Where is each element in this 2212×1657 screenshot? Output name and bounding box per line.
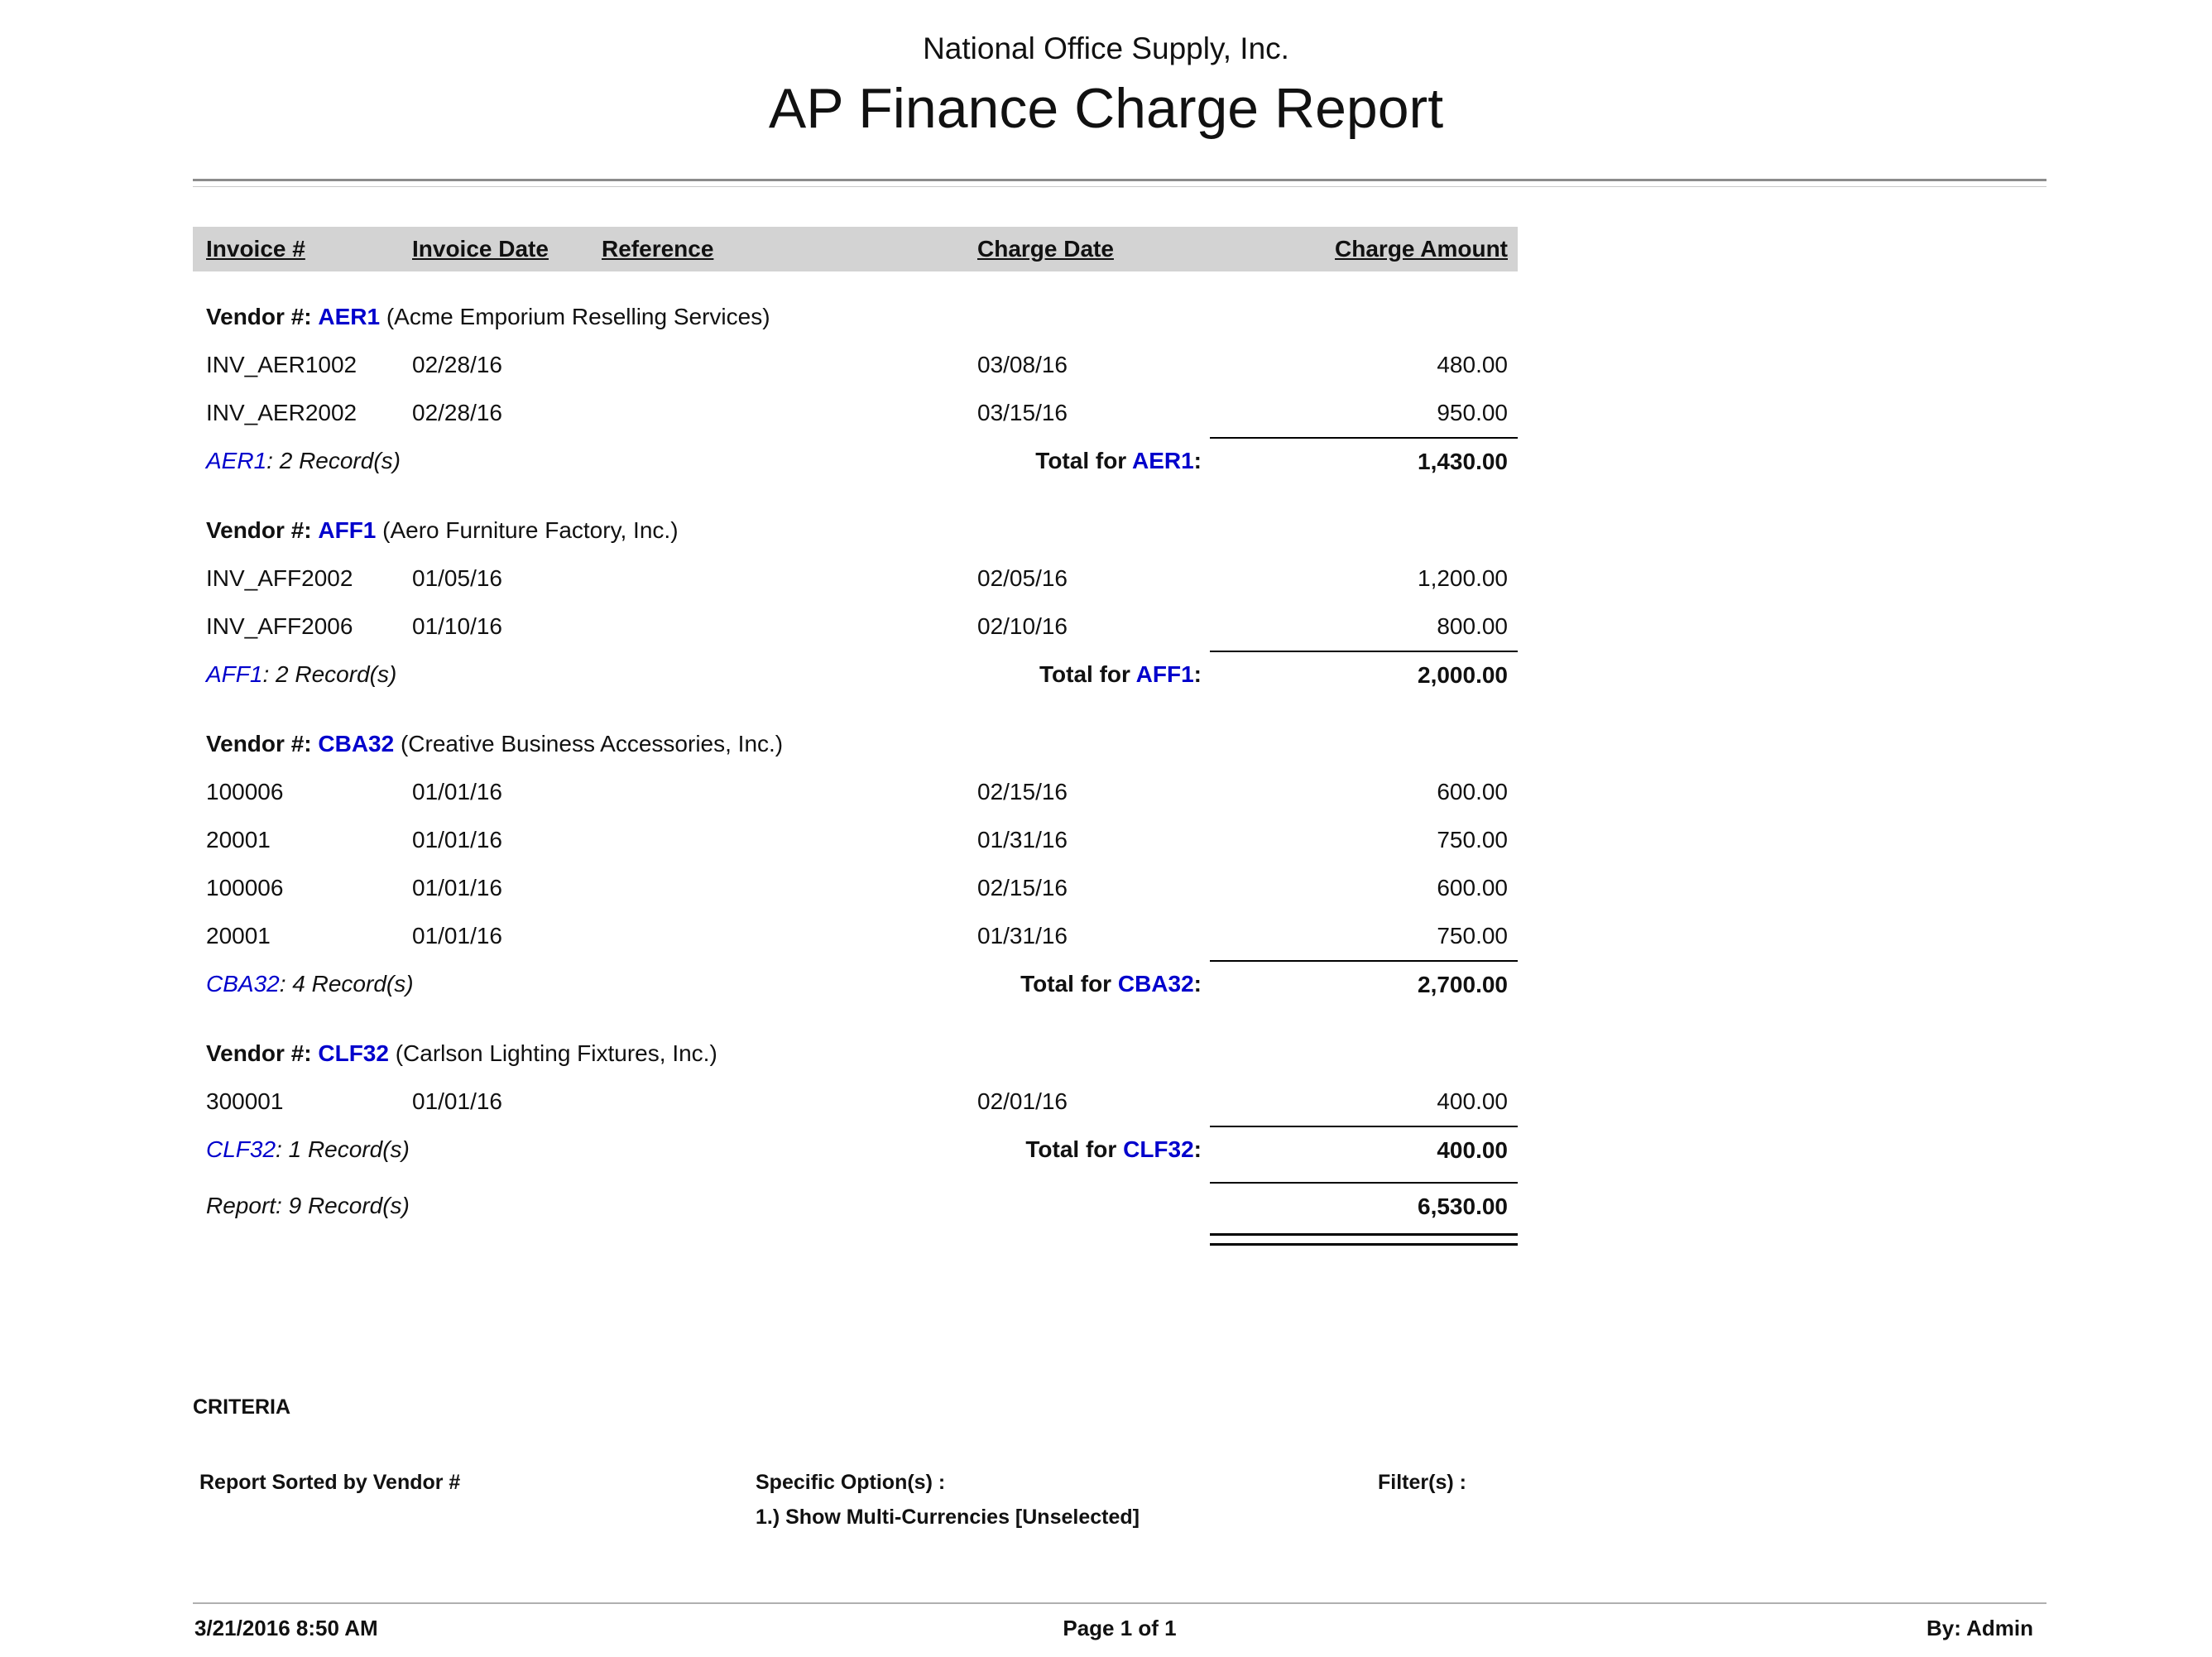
cell-charge-amount: 750.00 xyxy=(1437,923,1508,949)
group-total-left xyxy=(193,651,1210,699)
colon-text: : xyxy=(1193,1136,1202,1162)
vendor-code: AER1 xyxy=(206,448,267,473)
vendor-name: (Carlson Lighting Fixtures, Inc.) xyxy=(395,1040,717,1066)
group-total-row xyxy=(193,651,1518,699)
vendor-header xyxy=(193,1030,1518,1078)
cell-invoice: 300001 xyxy=(206,1088,284,1114)
vendor-name: (Acme Emporium Reselling Services) xyxy=(386,304,770,329)
report-total-row xyxy=(193,1182,1518,1230)
column-reference: Reference xyxy=(602,236,714,262)
column-invoice-date: Invoice Date xyxy=(412,236,549,262)
cell-charge-date: 02/05/16 xyxy=(977,565,1068,591)
record-count-text: : 1 Record(s) xyxy=(276,1136,410,1162)
cell-charge-amount: 950.00 xyxy=(1437,400,1508,425)
cell-charge-amount: 480.00 xyxy=(1437,352,1508,377)
cell-invoice-date: 01/01/16 xyxy=(412,875,502,901)
column-invoice: Invoice # xyxy=(206,236,305,262)
criteria-row xyxy=(193,1471,2046,1529)
vendor-prefix: Vendor #: xyxy=(206,1040,312,1066)
group-total-left xyxy=(193,960,1210,1008)
cell-invoice: INV_AFF2006 xyxy=(206,613,353,639)
cell-invoice: 100006 xyxy=(206,779,284,804)
total-for-text: Total for xyxy=(1039,661,1130,687)
group-total-left xyxy=(193,437,1210,485)
group-total-label xyxy=(1025,1136,1202,1163)
record-count-text: : 2 Record(s) xyxy=(266,448,401,473)
vendor-name: (Creative Business Accessories, Inc.) xyxy=(400,731,784,756)
cell-charge-amount: 400.00 xyxy=(1437,1088,1508,1114)
group-total-amount: 400.00 xyxy=(1210,1126,1518,1174)
vendor-code: AER1 xyxy=(1131,448,1194,473)
criteria-filters-label: Filter(s) : xyxy=(1378,1471,1466,1494)
vendor-group xyxy=(193,720,1518,1008)
cell-invoice-date: 01/01/16 xyxy=(412,779,502,804)
report-table xyxy=(193,227,1518,1246)
cell-charge-amount: 600.00 xyxy=(1437,875,1508,901)
footer-datetime: 3/21/2016 8:50 AM xyxy=(194,1616,378,1640)
cell-invoice-date: 02/28/16 xyxy=(412,400,502,425)
table-header xyxy=(193,227,1518,271)
cell-invoice: INV_AFF2002 xyxy=(206,565,353,591)
cell-charge-amount: 1,200.00 xyxy=(1418,565,1508,591)
total-for-text: Total for xyxy=(1035,448,1127,473)
vendor-code: AFF1 xyxy=(318,517,377,543)
vendor-name: (Aero Furniture Factory, Inc.) xyxy=(382,517,679,543)
table-row xyxy=(193,864,1518,912)
group-total-label xyxy=(1039,661,1202,688)
cell-invoice-date: 01/10/16 xyxy=(412,613,502,639)
cell-charge-amount: 600.00 xyxy=(1437,779,1508,804)
vendor-code: AFF1 xyxy=(1135,661,1194,687)
criteria-sorted-by: Report Sorted by Vendor # xyxy=(199,1471,461,1494)
cell-charge-date: 02/10/16 xyxy=(977,613,1068,639)
group-total-row xyxy=(193,437,1518,485)
cell-charge-amount: 750.00 xyxy=(1437,827,1508,853)
cell-invoice: 20001 xyxy=(206,923,271,949)
cell-charge-date: 02/15/16 xyxy=(977,779,1068,804)
group-total-amount: 2,700.00 xyxy=(1210,960,1518,1008)
group-total-left xyxy=(193,1126,1210,1174)
title-divider xyxy=(193,179,2046,187)
group-record-count xyxy=(206,661,396,688)
report-footer xyxy=(193,1602,2046,1644)
cell-invoice: 20001 xyxy=(206,827,271,853)
table-row xyxy=(193,768,1518,816)
cell-invoice-date: 01/01/16 xyxy=(412,1088,502,1114)
page-title: AP Finance Charge Report xyxy=(768,77,1444,140)
group-total-amount: 2,000.00 xyxy=(1210,651,1518,699)
vendor-code: CLF32 xyxy=(206,1136,276,1162)
vendor-code: CBA32 xyxy=(318,731,395,756)
cell-invoice-date: 02/28/16 xyxy=(412,352,502,377)
cell-invoice-date: 01/01/16 xyxy=(412,923,502,949)
company-name: National Office Supply, Inc. xyxy=(923,31,1289,65)
cell-invoice: 100006 xyxy=(206,875,284,901)
table-row xyxy=(193,341,1518,389)
cell-charge-date: 01/31/16 xyxy=(977,827,1068,853)
column-charge-amount: Charge Amount xyxy=(1335,236,1508,262)
vendor-code: CLF32 xyxy=(1123,1136,1194,1162)
cell-invoice-date: 01/01/16 xyxy=(412,827,502,853)
criteria-heading: CRITERIA xyxy=(193,1395,291,1419)
cell-invoice: INV_AER2002 xyxy=(206,400,357,425)
vendor-header xyxy=(193,720,1518,768)
vendor-header xyxy=(193,507,1518,555)
column-charge-date: Charge Date xyxy=(977,236,1114,262)
vendor-code: CBA32 xyxy=(1117,971,1194,997)
cell-invoice-date: 01/05/16 xyxy=(412,565,502,591)
group-total-row xyxy=(193,1126,1518,1174)
vendor-code: CLF32 xyxy=(318,1040,389,1066)
vendor-prefix: Vendor #: xyxy=(206,304,312,329)
report-total-underline xyxy=(1210,1233,1518,1246)
group-total-label xyxy=(1035,448,1202,474)
vendor-code: AER1 xyxy=(318,304,381,329)
cell-charge-date: 02/15/16 xyxy=(977,875,1068,901)
table-row xyxy=(193,816,1518,864)
vendor-prefix: Vendor #: xyxy=(206,517,312,543)
cell-charge-amount: 800.00 xyxy=(1437,613,1508,639)
total-for-text: Total for xyxy=(1025,1136,1117,1162)
table-row xyxy=(193,603,1518,651)
criteria-specific-option-1: 1.) Show Multi-Currencies [Unselected] xyxy=(756,1506,1140,1529)
criteria-section xyxy=(193,1395,2046,1529)
footer-page-number: Page 1 of 1 xyxy=(1063,1616,1177,1640)
cell-charge-date: 03/08/16 xyxy=(977,352,1068,377)
vendor-code: CBA32 xyxy=(206,971,280,997)
group-record-count xyxy=(206,1136,410,1163)
record-count-text: : 4 Record(s) xyxy=(279,971,414,997)
colon-text: : xyxy=(1193,971,1202,997)
criteria-specific-options-label: Specific Option(s) : xyxy=(756,1471,946,1494)
vendor-group xyxy=(193,293,1518,485)
group-total-row xyxy=(193,960,1518,1008)
table-row xyxy=(193,555,1518,603)
report-total-left xyxy=(193,1182,1210,1230)
group-total-label xyxy=(1020,971,1202,997)
report-record-count: Report: 9 Record(s) xyxy=(206,1193,410,1218)
footer-content xyxy=(193,1604,2046,1644)
vendor-group xyxy=(193,507,1518,699)
group-total-amount: 1,430.00 xyxy=(1210,437,1518,485)
footer-run-by: By: Admin xyxy=(1926,1616,2033,1640)
cell-charge-date: 01/31/16 xyxy=(977,923,1068,949)
group-record-count xyxy=(206,971,414,997)
table-row xyxy=(193,1078,1518,1126)
total-for-text: Total for xyxy=(1020,971,1112,997)
vendor-prefix: Vendor #: xyxy=(206,731,312,756)
table-row xyxy=(193,389,1518,437)
cell-charge-date: 03/15/16 xyxy=(977,400,1068,425)
vendor-group xyxy=(193,1030,1518,1174)
colon-text: : xyxy=(1193,661,1202,687)
table-row xyxy=(193,912,1518,960)
cell-invoice: INV_AER1002 xyxy=(206,352,357,377)
record-count-text: : 2 Record(s) xyxy=(262,661,397,687)
vendor-header xyxy=(193,293,1518,341)
group-record-count xyxy=(206,448,401,474)
colon-text: : xyxy=(1193,448,1202,473)
report-total-amount: 6,530.00 xyxy=(1210,1182,1518,1230)
vendor-code: AFF1 xyxy=(206,661,263,687)
cell-charge-date: 02/01/16 xyxy=(977,1088,1068,1114)
